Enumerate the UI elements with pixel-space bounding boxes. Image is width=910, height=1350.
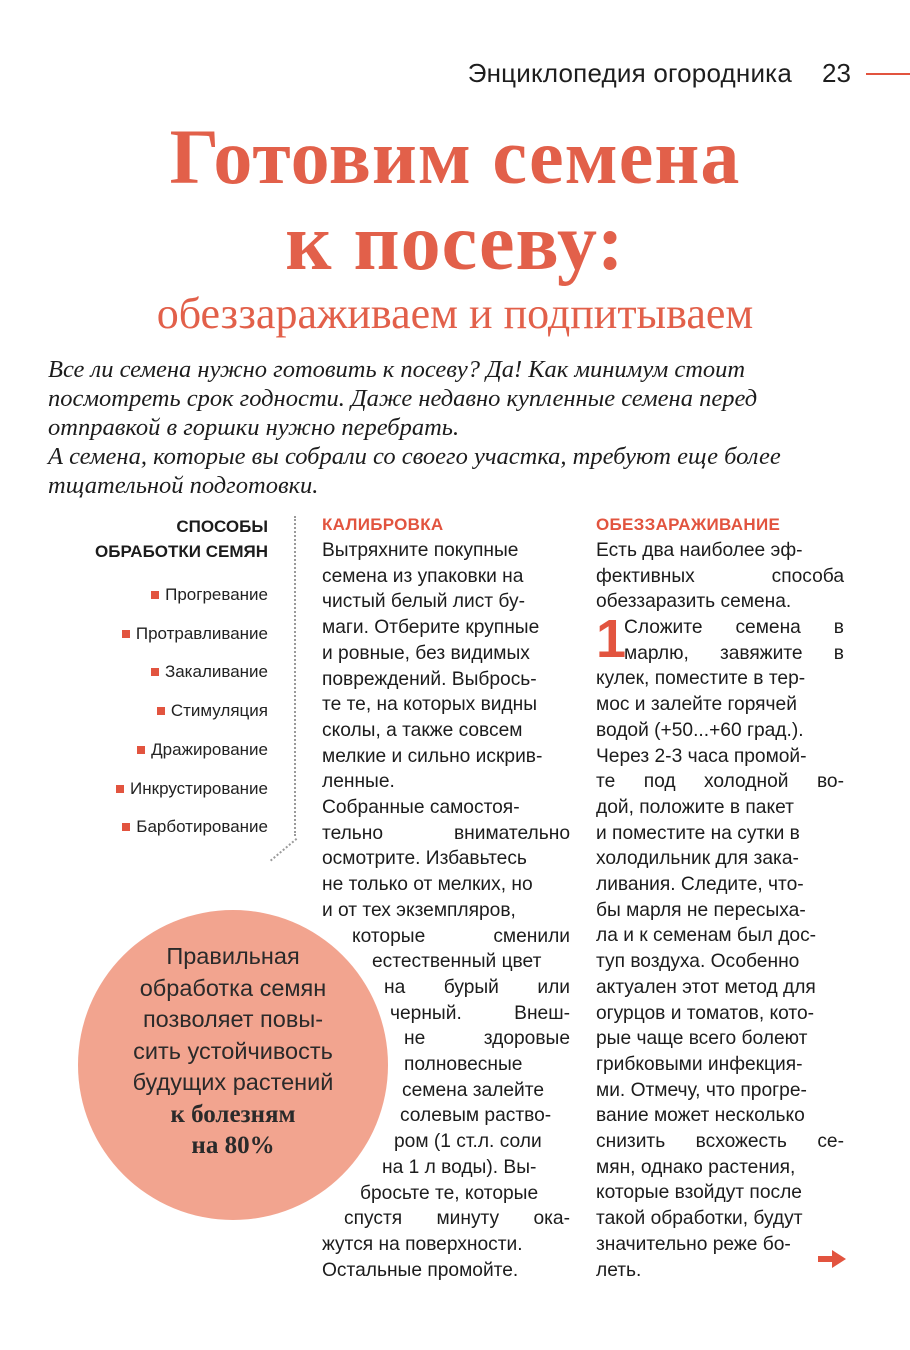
text-line: солевым раство- [400, 1105, 552, 1127]
text-line: повреждений. Выбрось- [322, 668, 537, 690]
text-line: грибковыми инфекция- [596, 1053, 803, 1075]
method-label: Закаливание [164, 662, 268, 682]
callout-emphasis: на 80% [191, 1132, 275, 1159]
square-bullet-icon [157, 707, 165, 715]
method-label: Стимуляция [170, 701, 268, 721]
word: которые [352, 925, 426, 947]
word: Сложите [624, 617, 703, 638]
text-line: осмотрите. Избавьтесь [322, 848, 527, 870]
text-line: такой обработки, будут [596, 1208, 803, 1230]
text-line: туп воздуха. Особенно [596, 951, 800, 973]
text-line: мян, однако растения, [596, 1156, 796, 1178]
text-line: леть. [596, 1259, 642, 1281]
word: здоровые [483, 1028, 570, 1050]
callout-line: будущих растений [132, 1069, 334, 1095]
text-line: семена залейте [402, 1079, 545, 1101]
step-number-dropcap: 1 [596, 609, 627, 669]
text-line [322, 1206, 570, 1232]
text-line: мелкие и сильно искрив- [322, 745, 543, 767]
running-header: Энциклопедия огородника [467, 58, 792, 88]
disinfection-intro [596, 538, 844, 615]
sidebar-heading-line1: СПОСОБЫ [176, 517, 268, 536]
text-line: Остальные промойте. [322, 1259, 519, 1281]
methods-list [30, 576, 268, 847]
text-line [596, 641, 844, 667]
text-line [596, 1129, 844, 1155]
method-label: Дражирование [151, 739, 268, 759]
text-line: огурцов и томатов, кото- [596, 1002, 815, 1024]
sidebar-heading-line2: ОБРАБОТКИ СЕМЯН [95, 542, 268, 561]
text-line: ливания. Следите, что- [596, 874, 804, 896]
callout-line: позволяет повы- [142, 1006, 324, 1032]
disinfection-text [596, 615, 844, 1283]
word: во- [816, 771, 844, 793]
text-line [322, 924, 570, 950]
word: марлю, [624, 642, 689, 664]
text-line: ла и к семенам был дос- [596, 925, 817, 947]
intro-lead [48, 355, 858, 500]
text-line: актуален этот метод для [596, 976, 816, 998]
text-line: которые взойдут после [596, 1182, 802, 1204]
text-line: холодильник для зака- [596, 848, 799, 870]
method-label: Барботирование [136, 817, 268, 837]
word: черный. [390, 1002, 462, 1024]
sidebar-heading [30, 514, 268, 564]
arrow-right-icon [818, 1250, 846, 1268]
methods-list-item [30, 692, 268, 731]
text-line [322, 1001, 570, 1027]
word: минуту [436, 1208, 500, 1230]
text-line: дой, положите в пакет [596, 796, 794, 818]
text-line: водой (+50...+60 град.). [596, 719, 804, 741]
word: холодной [704, 771, 789, 793]
page-number: 23 [822, 58, 851, 88]
text-line: и от тех экземпляров, [322, 899, 516, 921]
text-line [322, 1026, 570, 1052]
callout-line: обработка семян [139, 974, 327, 1001]
text-line: Через 2-3 часа промой- [596, 745, 807, 767]
text-line: и ровные, без видимых [322, 642, 530, 664]
word: в [833, 642, 844, 664]
text-line [596, 769, 844, 795]
method-label: Инкрустирование [130, 778, 268, 798]
word: способа [771, 565, 844, 587]
text-line: жутся на поверхности. [322, 1233, 523, 1255]
article-title-line2: к посеву: [285, 199, 625, 287]
text-line: ром (1 ст.л. соли [394, 1131, 542, 1153]
square-bullet-icon [151, 668, 159, 676]
word: внимательно [453, 822, 570, 844]
word: тельно [322, 822, 384, 844]
text-line: мос и залейте горячей [596, 694, 797, 716]
text-line: бросьте те, которые [360, 1182, 539, 1204]
callout-line: сить устойчивость [133, 1037, 333, 1064]
methods-list-item [30, 653, 268, 692]
square-bullet-icon [122, 630, 130, 638]
text-line [322, 975, 570, 1001]
word: полновесные [404, 1054, 523, 1076]
callout-line: Правильная [166, 943, 300, 969]
text-line: сколы, а также совсем [322, 719, 523, 741]
methods-list-item [30, 808, 268, 847]
method-label: Протравливание [135, 623, 268, 643]
text-line: на 1 л воды). Вы- [382, 1156, 537, 1178]
word: завяжите [719, 642, 803, 664]
text-line: бы марля не пересыха- [596, 899, 806, 921]
word: или [537, 976, 570, 998]
methods-list-item [30, 731, 268, 770]
dotted-divider-corner [270, 838, 297, 861]
text-line: семена из упаковки на [322, 565, 524, 587]
text-line [322, 1052, 570, 1078]
calibration-heading: КАЛИБРОВКА [322, 515, 444, 534]
text-line: не только от мелких, но [322, 874, 533, 896]
text-line: и поместите на сутки в [596, 822, 800, 844]
intro-paragraph-2: А семена, которые вы собрали со своего участка, требуют еще более тщательной подготовки. [48, 443, 781, 499]
header-rule [866, 73, 910, 75]
method-label: Прогревание [165, 585, 268, 604]
text-line: вание может несколько [596, 1105, 805, 1127]
text-line: ленные. [322, 771, 395, 793]
text-line: значительно реже бо- [596, 1233, 791, 1255]
text-line: Вытряхните покупные [322, 540, 519, 561]
text-line: маги. Отберите крупные [322, 617, 540, 639]
word: на [384, 976, 406, 998]
text-line [322, 821, 570, 847]
square-bullet-icon [151, 591, 159, 599]
word: под [643, 771, 676, 793]
text-line: те те, на которых видны [322, 694, 538, 716]
square-bullet-icon [122, 823, 130, 831]
callout-emphasis: к болезням [170, 1100, 296, 1128]
word: семена [735, 617, 801, 638]
word: в [833, 617, 844, 638]
word: не [404, 1028, 426, 1050]
square-bullet-icon [116, 785, 124, 793]
text-line [596, 615, 844, 641]
word: сменили [493, 925, 570, 947]
word: Внеш- [514, 1002, 570, 1024]
article-subtitle: обеззараживаем и подпитываем [156, 289, 754, 338]
text-line: Собранные самостоя- [322, 797, 520, 819]
article-title-line1: Готовим семена [169, 113, 741, 200]
text-line: обеззаразить семена. [596, 591, 792, 613]
text-line: чистый белый лист бу- [322, 591, 525, 613]
text-line: рые чаще всего болеют [596, 1028, 808, 1050]
word: спустя [344, 1208, 403, 1230]
square-bullet-icon [137, 746, 145, 754]
text-line [596, 564, 844, 590]
dotted-divider [294, 516, 296, 836]
word: ока- [533, 1208, 570, 1230]
disinfection-heading: ОБЕЗЗАРАЖИВАНИЕ [596, 515, 781, 534]
text-line: ми. Отмечу, что прогре- [596, 1079, 807, 1101]
word: всхожесть [695, 1131, 787, 1153]
word: бурый [443, 976, 499, 998]
word: снизить [596, 1131, 666, 1153]
text-line: естественный цвет [372, 951, 542, 973]
methods-list-item [30, 770, 268, 809]
text-line: Есть два наиболее эф- [596, 540, 803, 561]
word: те [596, 771, 616, 793]
methods-list-item [30, 576, 268, 615]
calibration-text [322, 538, 570, 1283]
word: фективных [596, 565, 695, 587]
word: се- [817, 1131, 844, 1153]
text-line: кулек, поместите в тер- [596, 668, 806, 690]
methods-list-item [30, 615, 268, 654]
intro-paragraph-1: Все ли семена нужно готовить к посеву? Да! Как минимум стоит посмотреть срок годности. Даже недавно купленные семена перед отправкой в горшки нужно перебрать. [48, 356, 758, 441]
